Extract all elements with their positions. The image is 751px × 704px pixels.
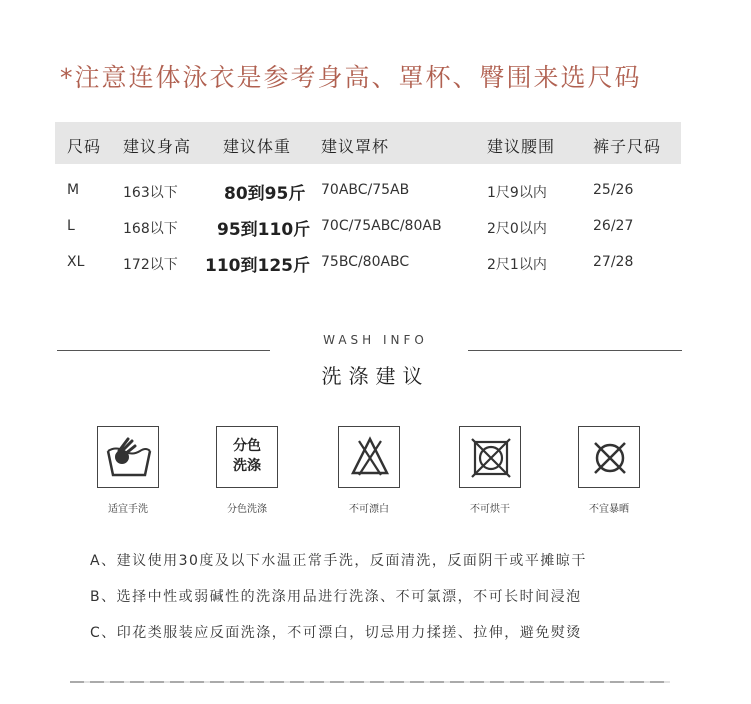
header-pants: 裤子尺码: [593, 137, 662, 156]
wash-title-en: WASH INFO: [323, 333, 428, 347]
cell-size: L: [67, 218, 75, 234]
no-sun-dry-icon: [578, 426, 640, 488]
wash-title-cn: 洗涤建议: [321, 364, 430, 388]
note-c: C、印花类服装应反面洗涤，不可漂白，切忌用力揉搓、拉伸，避免熨烫: [90, 625, 582, 641]
divider-right: [468, 350, 682, 351]
cell-height: 163以下: [123, 185, 178, 201]
cell-pants: 25/26: [593, 182, 634, 198]
cell-size: M: [67, 182, 80, 198]
cell-weight: 80到95斤: [224, 184, 306, 204]
separate-wash-text-2: 洗涤: [233, 458, 261, 474]
note-b: B、选择中性或弱碱性的洗涤用品进行洗涤、不可氯漂，不可长时间浸泡: [90, 589, 582, 605]
size-table: [55, 122, 681, 280]
cell-height: 168以下: [123, 221, 178, 237]
cell-waist: 1尺9以内: [487, 185, 547, 201]
cell-weight: 110到125斤: [205, 256, 310, 276]
cell-pants: 26/27: [593, 218, 634, 234]
wash-notes: [90, 550, 710, 658]
table-row: [55, 208, 681, 244]
bottom-divider: [70, 681, 670, 683]
cell-cup: 70ABC/75AB: [321, 182, 410, 198]
cell-waist: 2尺0以内: [487, 221, 547, 237]
note-a: A、建议使用30度及以下水温正常手洗，反面清洗，反面阴干或平摊晾干: [90, 553, 587, 569]
cell-waist: 2尺1以内: [487, 257, 547, 273]
hand-wash-label: 适宜手洗: [108, 504, 148, 515]
hand-wash-icon: [97, 426, 159, 488]
separate-wash-label: 分色洗涤: [227, 504, 267, 515]
no-bleach-icon: [338, 426, 400, 488]
header-weight: 建议体重: [223, 137, 292, 156]
header-waist: 建议腰围: [487, 137, 556, 156]
cell-size: XL: [67, 254, 85, 270]
header-size: 尺码: [67, 137, 102, 156]
table-row: [55, 172, 681, 208]
cell-cup: 75BC/80ABC: [321, 254, 410, 270]
separate-wash-text-1: 分色: [233, 438, 261, 454]
no-bleach-label: 不可漂白: [349, 504, 389, 515]
separate-wash-icon: [216, 426, 278, 488]
cell-cup: 70C/75ABC/80AB: [321, 218, 442, 234]
cell-pants: 27/28: [593, 254, 634, 270]
cell-weight: 95到110斤: [217, 220, 311, 240]
no-tumble-dry-label: 不可烘干: [470, 504, 510, 515]
divider-left: [57, 350, 270, 351]
no-sun-dry-label: 不宜暴晒: [589, 504, 629, 515]
header-cup: 建议罩杯: [321, 137, 390, 156]
table-row: [55, 244, 681, 280]
no-tumble-dry-icon: [459, 426, 521, 488]
cell-height: 172以下: [123, 257, 178, 273]
table-header: [55, 122, 681, 164]
page-title: *注意连体泳衣是参考身高、罩杯、臀围来选尺码: [60, 63, 642, 92]
header-height: 建议身高: [123, 137, 192, 156]
